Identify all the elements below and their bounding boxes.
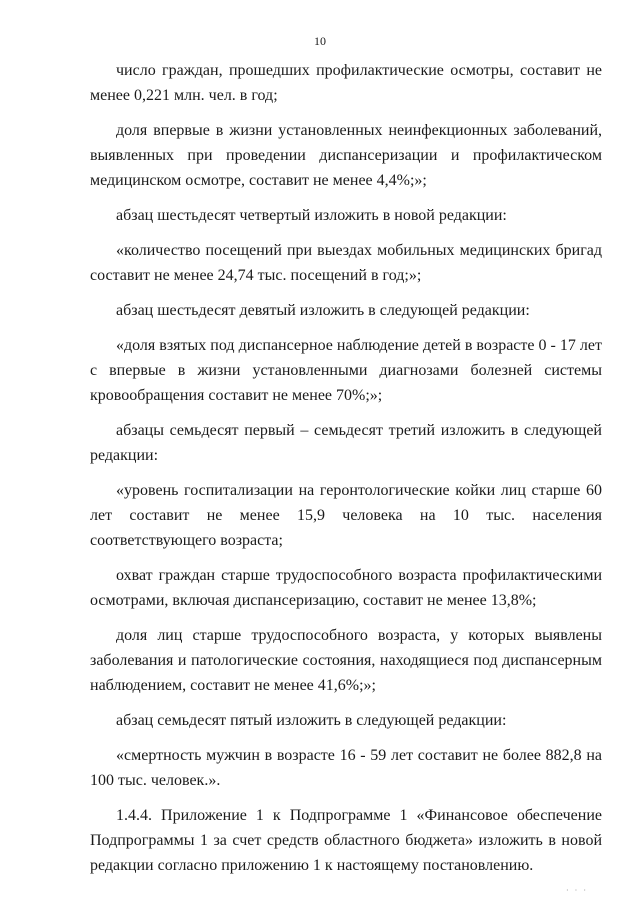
paragraph: доля впервые в жизни установленных неинфекционных заболеваний, выявленных при проведении диспансеризации и профилактическом медицинском осмотре, составит не менее 4,4%;»; [90,122,602,189]
paragraph: число граждан, прошедших профилактические осмотры, составит не менее 0,221 млн. чел. в год; [90,62,602,104]
paragraph: 1.4.4. Приложение 1 к Подпрограмме 1 «Финансовое обеспечение Подпрограммы 1 за счет средств областного бюджета» изложить в новой редакции согласно приложению 1 к настоящему постановлению. [90,807,602,874]
paragraph: «уровень госпитализации на геронтологические койки лиц старше 60 лет составит не менее 15,9 человека на 10 тыс. населения соответствующего возраста; [90,482,602,549]
paragraph: абзац шестьдесят девятый изложить в следующей редакции: [116,302,530,319]
paragraph: «доля взятых под диспансерное наблюдение детей в возрасте 0 - 17 лет с впервые в жизни установленными диагнозами болезней системы кровообращения составит не менее 70%;»; [90,337,602,404]
paragraph: абзац семьдесят пятый изложить в следующей редакции: [116,712,507,729]
paragraph: «количество посещений при выездах мобильных медицинских бригад составит не менее 24,74 тыс. посещений в год;»; [90,242,602,284]
paragraph: «смертность мужчин в возрасте 16 - 59 лет составит не более 882,8 на 100 тыс. человек.». [90,747,602,789]
document-body [90,58,602,888]
scan-artifact-mark: · · · [566,886,588,895]
paragraph: охват граждан старше трудоспособного возраста профилактическими осмотрами, включая диспансеризацию, составит не менее 13,8%; [90,567,602,609]
paragraph: абзац шестьдесят четвертый изложить в новой редакции: [116,207,507,224]
paragraph: абзацы семьдесят первый – семьдесят третий изложить в следующей редакции: [90,422,602,464]
page-number: 10 [314,34,326,48]
paragraph: доля лиц старше трудоспособного возраста, у которых выявлены заболевания и патологические состояния, находящиеся под диспансерным наблюдением, составит не менее 41,6%;»; [90,627,602,694]
